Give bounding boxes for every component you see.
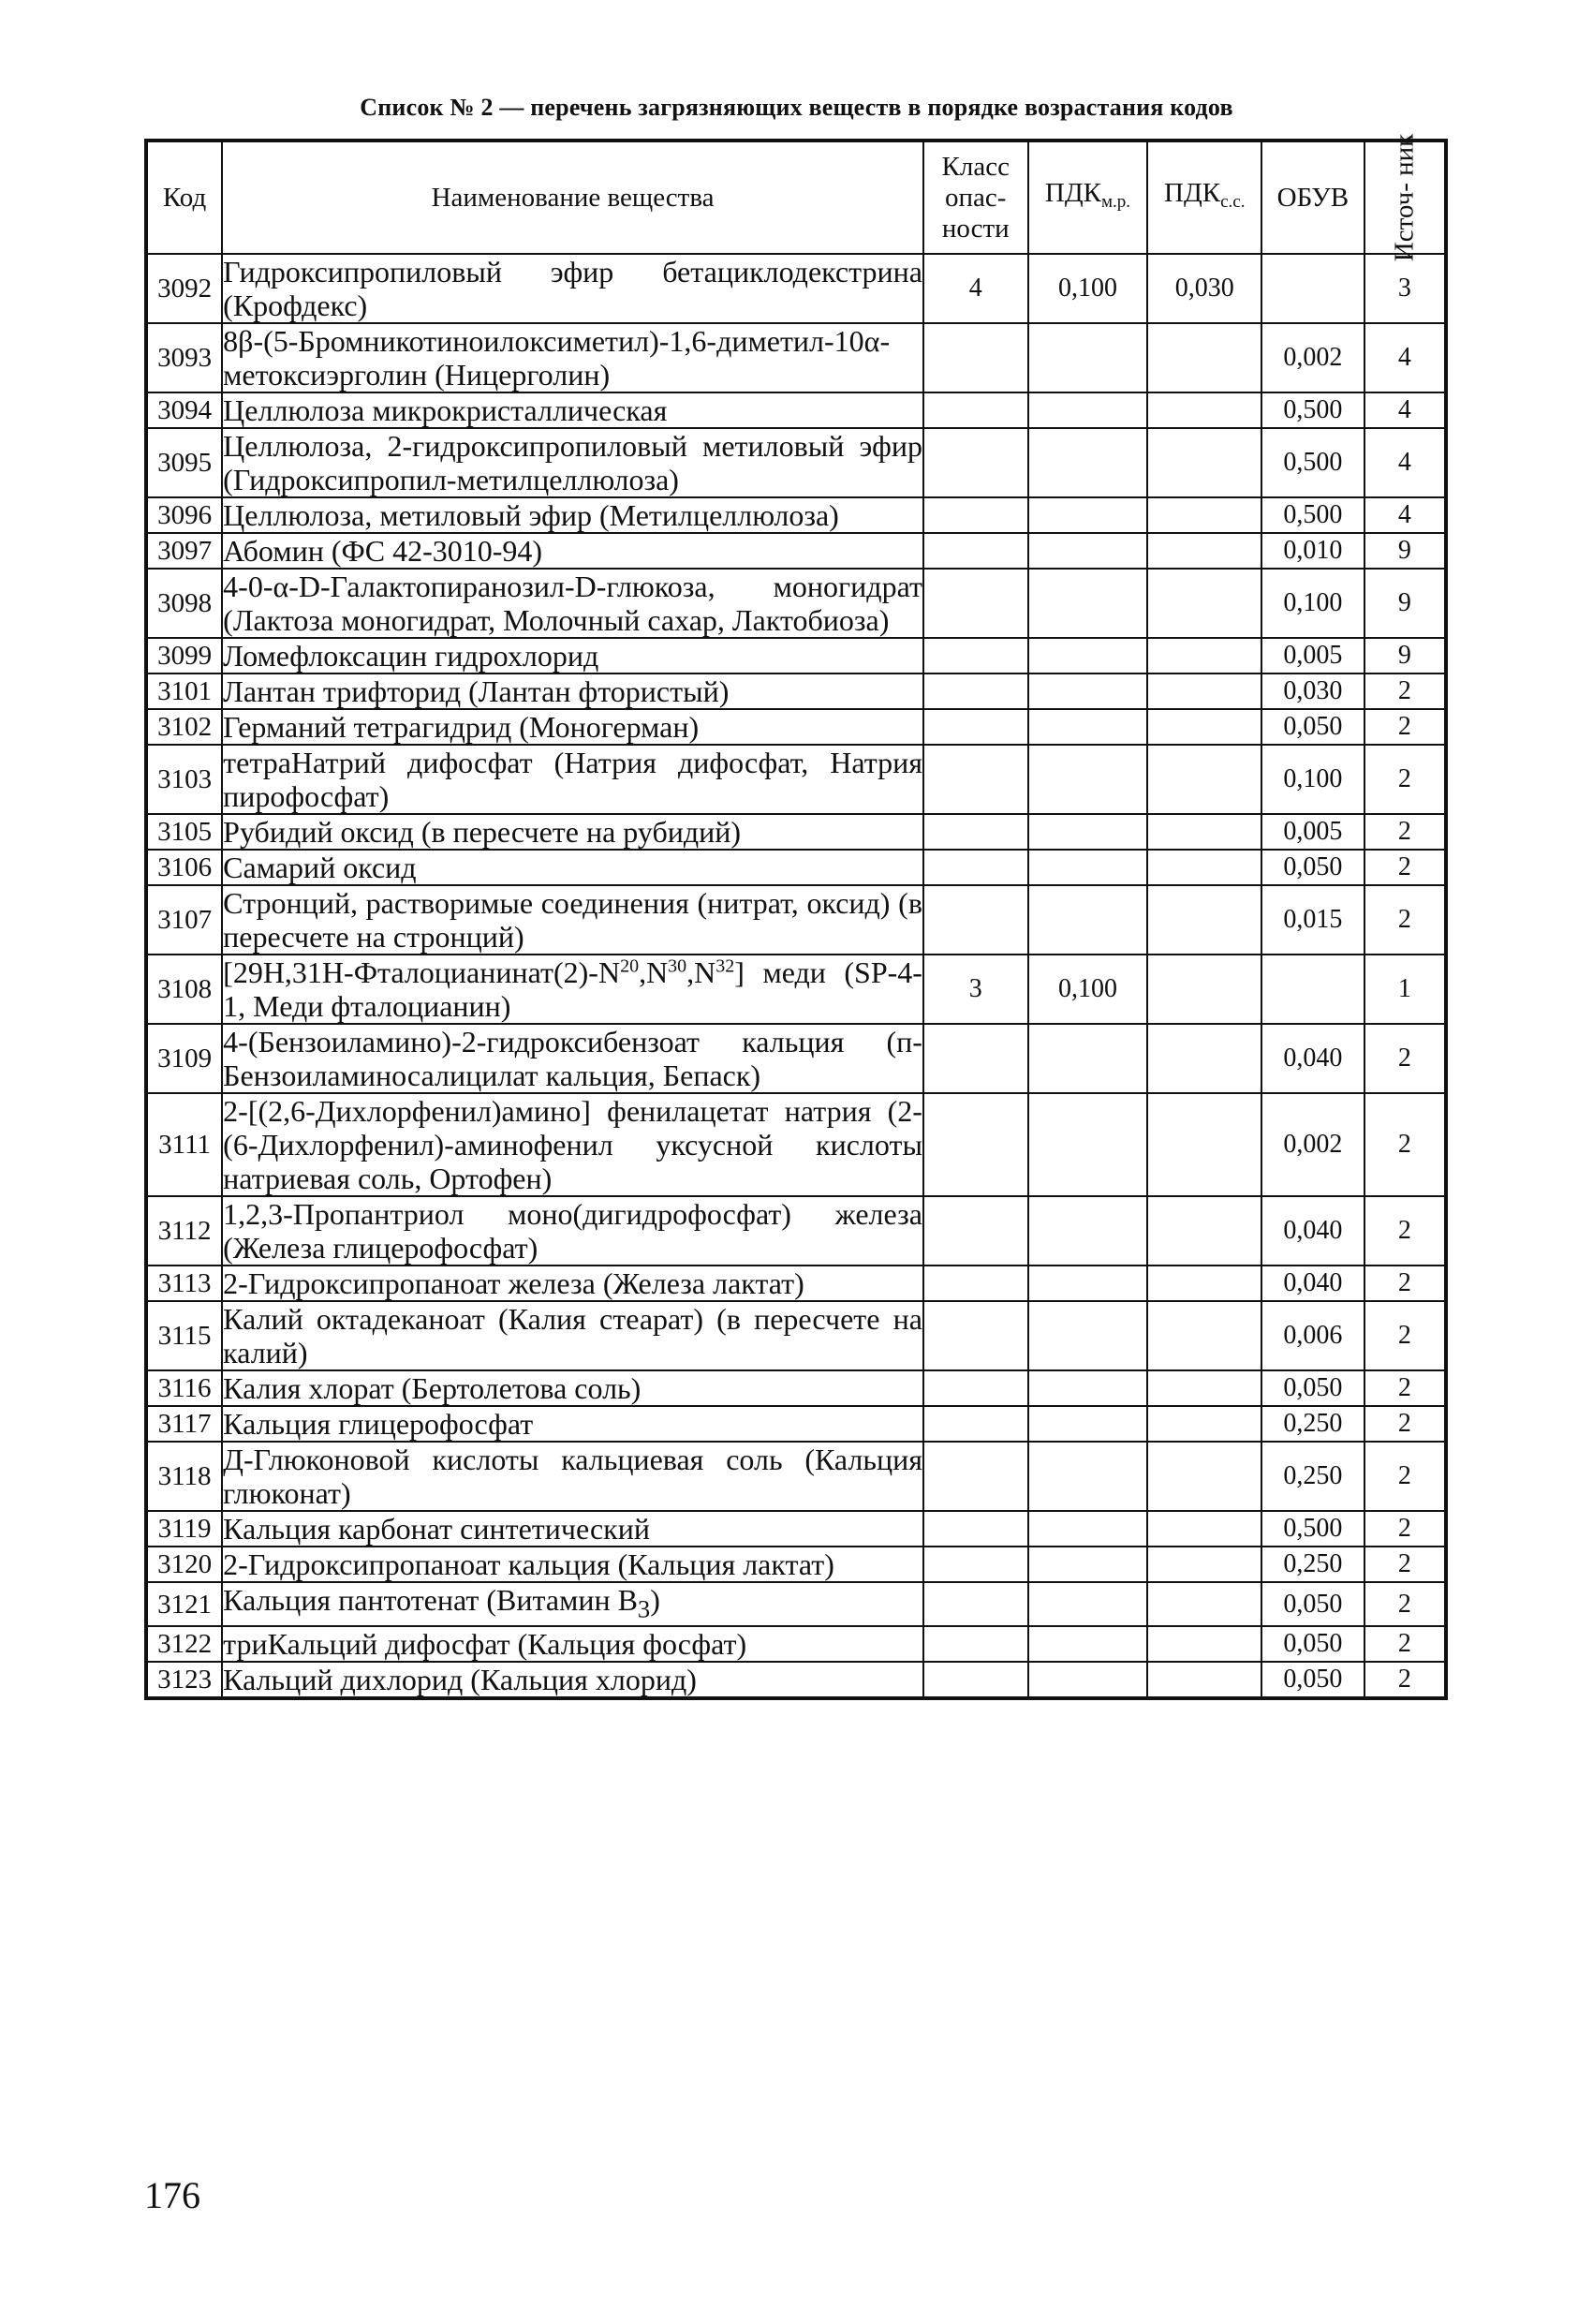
- row-pdk-mr: 0,100: [1028, 955, 1148, 1024]
- row-obuv: [1261, 254, 1364, 323]
- table-row: [146, 1301, 1446, 1370]
- row-hazard-class: [923, 1547, 1028, 1582]
- row-code: 3106: [146, 850, 222, 885]
- row-code: 3122: [146, 1626, 222, 1662]
- row-hazard-class: [923, 323, 1028, 392]
- row-name: Кальция глицерофосфат: [222, 1406, 923, 1442]
- row-source: 2: [1364, 814, 1446, 850]
- row-hazard-class: [923, 1582, 1028, 1626]
- row-source: 9: [1364, 638, 1446, 674]
- row-pdk-mr: [1028, 850, 1148, 885]
- table-row: [146, 1547, 1446, 1582]
- row-name: Кальция карбонат синтетический: [222, 1511, 923, 1547]
- row-hazard-class: [923, 745, 1028, 814]
- row-obuv: 0,050: [1261, 1626, 1364, 1662]
- row-pdk-ss: [1147, 1626, 1261, 1662]
- header-pdk-mr-base: ПДК: [1044, 178, 1101, 208]
- row-source: 2: [1364, 1406, 1446, 1442]
- row-pdk-ss: [1147, 1196, 1261, 1266]
- row-code: 3111: [146, 1093, 222, 1196]
- row-hazard-class: [923, 497, 1028, 533]
- table-row: [146, 323, 1446, 392]
- row-name-index: 32: [715, 955, 735, 977]
- row-pdk-mr: [1028, 533, 1148, 569]
- row-source: 3: [1364, 254, 1446, 323]
- row-pdk-ss: [1147, 1547, 1261, 1582]
- table-row: [146, 1626, 1446, 1662]
- row-pdk-mr: [1028, 428, 1148, 497]
- row-hazard-class: [923, 638, 1028, 674]
- row-source: 2: [1364, 1093, 1446, 1196]
- row-obuv: 0,500: [1261, 428, 1364, 497]
- row-name: Кальций дихлорид (Кальция хлорид): [222, 1662, 923, 1698]
- row-pdk-mr: [1028, 709, 1148, 745]
- row-name: Целлюлоза микрокристаллическая: [222, 392, 923, 428]
- header-pdk-ss-sub: с.с.: [1220, 192, 1246, 212]
- row-pdk-mr: [1028, 1093, 1148, 1196]
- row-obuv: 0,030: [1261, 674, 1364, 709]
- row-obuv: 0,006: [1261, 1301, 1364, 1370]
- row-name-part: ): [650, 1583, 660, 1617]
- row-obuv: 0,100: [1261, 745, 1364, 814]
- row-name: Целлюлоза, 2-гидроксипропиловый метиловый эфир (Гидроксипропил-метилцеллюлоза): [223, 429, 922, 496]
- row-code: 3094: [146, 392, 222, 428]
- row-code: 3116: [146, 1370, 222, 1406]
- row-code: 3095: [146, 428, 222, 497]
- row-pdk-mr: [1028, 674, 1148, 709]
- table-row: [146, 1582, 1446, 1626]
- row-hazard-class: [923, 1093, 1028, 1196]
- row-name: Стронций, растворимые соединения (нитрат, оксид) (в пересчете на стронций): [223, 886, 922, 954]
- row-name: Самарий оксид: [222, 850, 923, 885]
- header-pdk-ss-base: ПДК: [1164, 178, 1221, 208]
- row-pdk-mr: [1028, 1511, 1148, 1547]
- row-hazard-class: [923, 1626, 1028, 1662]
- row-name-part: ,N: [686, 955, 716, 989]
- row-obuv: 0,500: [1261, 392, 1364, 428]
- row-pdk-ss: [1147, 745, 1261, 814]
- row-obuv: 0,010: [1261, 533, 1364, 569]
- row-hazard-class: [923, 533, 1028, 569]
- row-source: 2: [1364, 1582, 1446, 1626]
- row-name: 2-Гидроксипропаноат железа (Железа лактат): [222, 1266, 923, 1301]
- row-code: 3102: [146, 709, 222, 745]
- row-code: 3119: [146, 1511, 222, 1547]
- row-pdk-ss: [1147, 1301, 1261, 1370]
- row-pdk-mr: [1028, 1301, 1148, 1370]
- row-name: [222, 1582, 923, 1626]
- row-hazard-class: [923, 569, 1028, 638]
- row-code: 3092: [146, 254, 222, 323]
- row-pdk-ss: [1147, 1511, 1261, 1547]
- row-name: триКальций дифосфат (Кальция фосфат): [222, 1626, 923, 1662]
- header-pdk-ss: [1147, 141, 1261, 254]
- row-name: Калия хлорат (Бертолетова соль): [222, 1370, 923, 1406]
- row-obuv: 0,250: [1261, 1547, 1364, 1582]
- row-hazard-class: [923, 885, 1028, 955]
- row-source: 2: [1364, 1547, 1446, 1582]
- table-row: [146, 885, 1446, 955]
- row-pdk-mr: [1028, 569, 1148, 638]
- row-obuv: 0,050: [1261, 850, 1364, 885]
- row-pdk-ss: [1147, 533, 1261, 569]
- row-obuv: 0,250: [1261, 1442, 1364, 1511]
- row-hazard-class: [923, 428, 1028, 497]
- row-name: 2-[(2,6-Дихлорфенил)амино] фенилацетат натрия (2-(6-Дихлорфенил)-аминофенил уксусной кислоты натриевая соль, Ортофен): [223, 1094, 922, 1195]
- row-hazard-class: [923, 814, 1028, 850]
- row-name: Рубидий оксид (в пересчете на рубидий): [222, 814, 923, 850]
- row-pdk-mr: [1028, 1626, 1148, 1662]
- header-pdk-mr-sub: м.р.: [1100, 192, 1130, 212]
- row-obuv: 0,040: [1261, 1266, 1364, 1301]
- row-code: 3121: [146, 1582, 222, 1626]
- row-obuv: 0,050: [1261, 1370, 1364, 1406]
- row-hazard-class: [923, 709, 1028, 745]
- row-obuv: 0,002: [1261, 1093, 1364, 1196]
- row-hazard-class: [923, 674, 1028, 709]
- row-source: 2: [1364, 1442, 1446, 1511]
- row-name-index: 3: [637, 1594, 651, 1623]
- table-row: [146, 1442, 1446, 1511]
- table-row: [146, 1196, 1446, 1266]
- row-code: 3123: [146, 1662, 222, 1698]
- row-name-part: ] меди (SP-4-1, Меди фталоцианин): [223, 955, 922, 1023]
- row-obuv: [1261, 955, 1364, 1024]
- row-name: Ломефлоксацин гидрохлорид: [222, 638, 923, 674]
- row-code: 3107: [146, 885, 222, 955]
- row-source: 2: [1364, 1266, 1446, 1301]
- row-pdk-mr: [1028, 1442, 1148, 1511]
- row-source: 2: [1364, 1370, 1446, 1406]
- row-code: 3109: [146, 1024, 222, 1093]
- row-pdk-ss: [1147, 323, 1261, 392]
- header-source-label: Источ- ник: [1389, 133, 1420, 262]
- row-name: 4-0-α-D-Галактопиранозил-D-глюкоза, моногидрат (Лактоза моногидрат, Молочный сахар, Лактобиоза): [223, 570, 922, 637]
- row-name-index: 30: [668, 955, 687, 977]
- page-title: Список № 2 — перечень загрязняющих веществ в порядке возрастания кодов: [360, 94, 1233, 121]
- row-pdk-mr: [1028, 1662, 1148, 1698]
- row-pdk-ss: [1147, 1093, 1261, 1196]
- table-row: [146, 254, 1446, 323]
- row-source: 2: [1364, 1024, 1446, 1093]
- row-source: 2: [1364, 1626, 1446, 1662]
- row-name: Гидроксипропиловый эфир бетациклодекстрина (Крофдекс): [223, 255, 922, 322]
- substances-table: [144, 133, 1448, 1700]
- row-pdk-ss: [1147, 638, 1261, 674]
- row-pdk-ss: [1147, 850, 1261, 885]
- row-hazard-class: 3: [923, 955, 1028, 1024]
- table-row: [146, 814, 1446, 850]
- table-row: [146, 1406, 1446, 1442]
- table-row: [146, 1093, 1446, 1196]
- row-source: 2: [1364, 745, 1446, 814]
- table-row: [146, 745, 1446, 814]
- table-row: [146, 1266, 1446, 1301]
- row-obuv: 0,050: [1261, 1662, 1364, 1698]
- table-row: [146, 1662, 1446, 1698]
- row-source: 4: [1364, 428, 1446, 497]
- row-pdk-mr: [1028, 1024, 1148, 1093]
- row-name: Абомин (ФС 42-3010-94): [222, 533, 923, 569]
- row-name-part: ,N: [639, 955, 669, 989]
- row-pdk-ss: [1147, 1406, 1261, 1442]
- row-hazard-class: [923, 1024, 1028, 1093]
- row-source: 4: [1364, 392, 1446, 428]
- row-pdk-ss: [1147, 955, 1261, 1024]
- row-source: 2: [1364, 850, 1446, 885]
- row-pdk-mr: [1028, 885, 1148, 955]
- table-row: [146, 1370, 1446, 1406]
- row-code: 3118: [146, 1442, 222, 1511]
- row-code: 3112: [146, 1196, 222, 1266]
- row-name: 4-(Бензоиламино)-2-гидроксибензоат кальция (п-Бензоиламиносалицилат кальция, Бепаск): [223, 1025, 922, 1092]
- row-code: 3093: [146, 323, 222, 392]
- row-obuv: 0,050: [1261, 709, 1364, 745]
- row-pdk-mr: [1028, 497, 1148, 533]
- row-obuv: 0,100: [1261, 569, 1364, 638]
- row-obuv: 0,015: [1261, 885, 1364, 955]
- row-obuv: 0,500: [1261, 497, 1364, 533]
- row-source: 2: [1364, 885, 1446, 955]
- row-pdk-mr: [1028, 1406, 1148, 1442]
- row-source: 2: [1364, 709, 1446, 745]
- row-code: 3105: [146, 814, 222, 850]
- row-name-part: Кальция пантотенат (Витамин B: [223, 1583, 638, 1617]
- row-pdk-mr: [1028, 814, 1148, 850]
- table-row: [146, 674, 1446, 709]
- row-pdk-mr: [1028, 1196, 1148, 1266]
- row-pdk-mr: [1028, 1266, 1148, 1301]
- row-name: Германий тетрагидрид (Моногерман): [222, 709, 923, 745]
- row-source: 4: [1364, 323, 1446, 392]
- row-code: 3099: [146, 638, 222, 674]
- row-pdk-ss: 0,030: [1147, 254, 1261, 323]
- table-header-row: [146, 141, 1446, 254]
- row-code: 3120: [146, 1547, 222, 1582]
- row-pdk-ss: [1147, 428, 1261, 497]
- row-code: 3097: [146, 533, 222, 569]
- table-row: [146, 850, 1446, 885]
- row-obuv: 0,500: [1261, 1511, 1364, 1547]
- row-hazard-class: [923, 1511, 1028, 1547]
- row-obuv: 0,002: [1261, 323, 1364, 392]
- row-pdk-ss: [1147, 392, 1261, 428]
- table-body: [146, 254, 1446, 1698]
- table-row: [146, 392, 1446, 428]
- row-name: тетраНатрий дифосфат (Натрия дифосфат, Натрия пирофосфат): [223, 746, 922, 813]
- row-code: 3113: [146, 1266, 222, 1301]
- row-name-part: [29H,31H-Фталоцианинат(2)-N: [223, 955, 621, 989]
- header-name: Наименование вещества: [222, 141, 923, 254]
- row-source: 9: [1364, 533, 1446, 569]
- row-pdk-ss: [1147, 569, 1261, 638]
- table-row: [146, 428, 1446, 497]
- table-row: [146, 955, 1446, 1024]
- row-pdk-mr: [1028, 323, 1148, 392]
- table-row: [146, 533, 1446, 569]
- row-hazard-class: 4: [923, 254, 1028, 323]
- page-number: 176: [144, 2174, 200, 2216]
- row-name: [222, 955, 923, 1024]
- row-hazard-class: [923, 1406, 1028, 1442]
- header-source: [1364, 133, 1446, 262]
- row-name: 1,2,3-Пропантриол моно(дигидрофосфат) железа (Железа глицерофосфат): [223, 1197, 922, 1265]
- row-source: 2: [1364, 1301, 1446, 1370]
- row-pdk-mr: [1028, 1582, 1148, 1626]
- header-code: Код: [146, 141, 222, 254]
- row-name: Лантан трифторид (Лантан фтористый): [222, 674, 923, 709]
- row-code: 3098: [146, 569, 222, 638]
- row-code: 3103: [146, 745, 222, 814]
- row-pdk-mr: [1028, 1370, 1148, 1406]
- row-name: Д-Глюконовой кислоты кальциевая соль (Кальция глюконат): [223, 1443, 922, 1510]
- row-source: 2: [1364, 1511, 1446, 1547]
- row-obuv: 0,005: [1261, 638, 1364, 674]
- row-source: 2: [1364, 1662, 1446, 1698]
- row-pdk-mr: [1028, 392, 1148, 428]
- header-obuv: ОБУВ: [1261, 141, 1364, 254]
- row-pdk-mr: [1028, 1547, 1148, 1582]
- table-row: [146, 1024, 1446, 1093]
- row-hazard-class: [923, 1442, 1028, 1511]
- row-hazard-class: [923, 392, 1028, 428]
- row-code: 3115: [146, 1301, 222, 1370]
- header-hazard-class: Класс опас- ности: [923, 141, 1028, 254]
- table-row: [146, 1511, 1446, 1547]
- row-hazard-class: [923, 1196, 1028, 1266]
- row-code: 3108: [146, 955, 222, 1024]
- row-obuv: 0,050: [1261, 1582, 1364, 1626]
- table-row: [146, 569, 1446, 638]
- table-row: [146, 638, 1446, 674]
- row-pdk-mr: [1028, 745, 1148, 814]
- row-hazard-class: [923, 1370, 1028, 1406]
- row-source: 2: [1364, 1196, 1446, 1266]
- row-name: 2-Гидроксипропаноат кальция (Кальция лактат): [222, 1547, 923, 1582]
- row-pdk-ss: [1147, 1266, 1261, 1301]
- row-pdk-ss: [1147, 497, 1261, 533]
- row-pdk-ss: [1147, 1024, 1261, 1093]
- row-code: 3117: [146, 1406, 222, 1442]
- row-pdk-ss: [1147, 1582, 1261, 1626]
- row-pdk-ss: [1147, 814, 1261, 850]
- header-pdk-mr: [1028, 141, 1148, 254]
- row-hazard-class: [923, 1662, 1028, 1698]
- row-pdk-mr: 0,100: [1028, 254, 1148, 323]
- row-source: 4: [1364, 497, 1446, 533]
- row-source: 1: [1364, 955, 1446, 1024]
- row-name: 8β-(5-Бромникотиноилоксиметил)-1,6-диметил-10α-метоксиэрголин (Ницерголин): [222, 323, 923, 392]
- table-row: [146, 709, 1446, 745]
- row-pdk-mr: [1028, 638, 1148, 674]
- row-hazard-class: [923, 1301, 1028, 1370]
- row-name-index: 20: [620, 955, 640, 977]
- row-code: 3101: [146, 674, 222, 709]
- row-obuv: 0,040: [1261, 1196, 1364, 1266]
- row-obuv: 0,040: [1261, 1024, 1364, 1093]
- row-obuv: 0,250: [1261, 1406, 1364, 1442]
- row-code: 3096: [146, 497, 222, 533]
- row-pdk-ss: [1147, 674, 1261, 709]
- row-source: 2: [1364, 674, 1446, 709]
- row-hazard-class: [923, 850, 1028, 885]
- row-pdk-ss: [1147, 709, 1261, 745]
- row-obuv: 0,005: [1261, 814, 1364, 850]
- row-name: Калий октадеканоат (Калия стеарат) (в пересчете на калий): [223, 1302, 922, 1369]
- row-pdk-ss: [1147, 1662, 1261, 1698]
- row-source: 9: [1364, 569, 1446, 638]
- row-hazard-class: [923, 1266, 1028, 1301]
- row-pdk-ss: [1147, 1370, 1261, 1406]
- table-row: [146, 497, 1446, 533]
- row-pdk-ss: [1147, 1442, 1261, 1511]
- row-name: Целлюлоза, метиловый эфир (Метилцеллюлоза): [222, 497, 923, 533]
- row-pdk-ss: [1147, 885, 1261, 955]
